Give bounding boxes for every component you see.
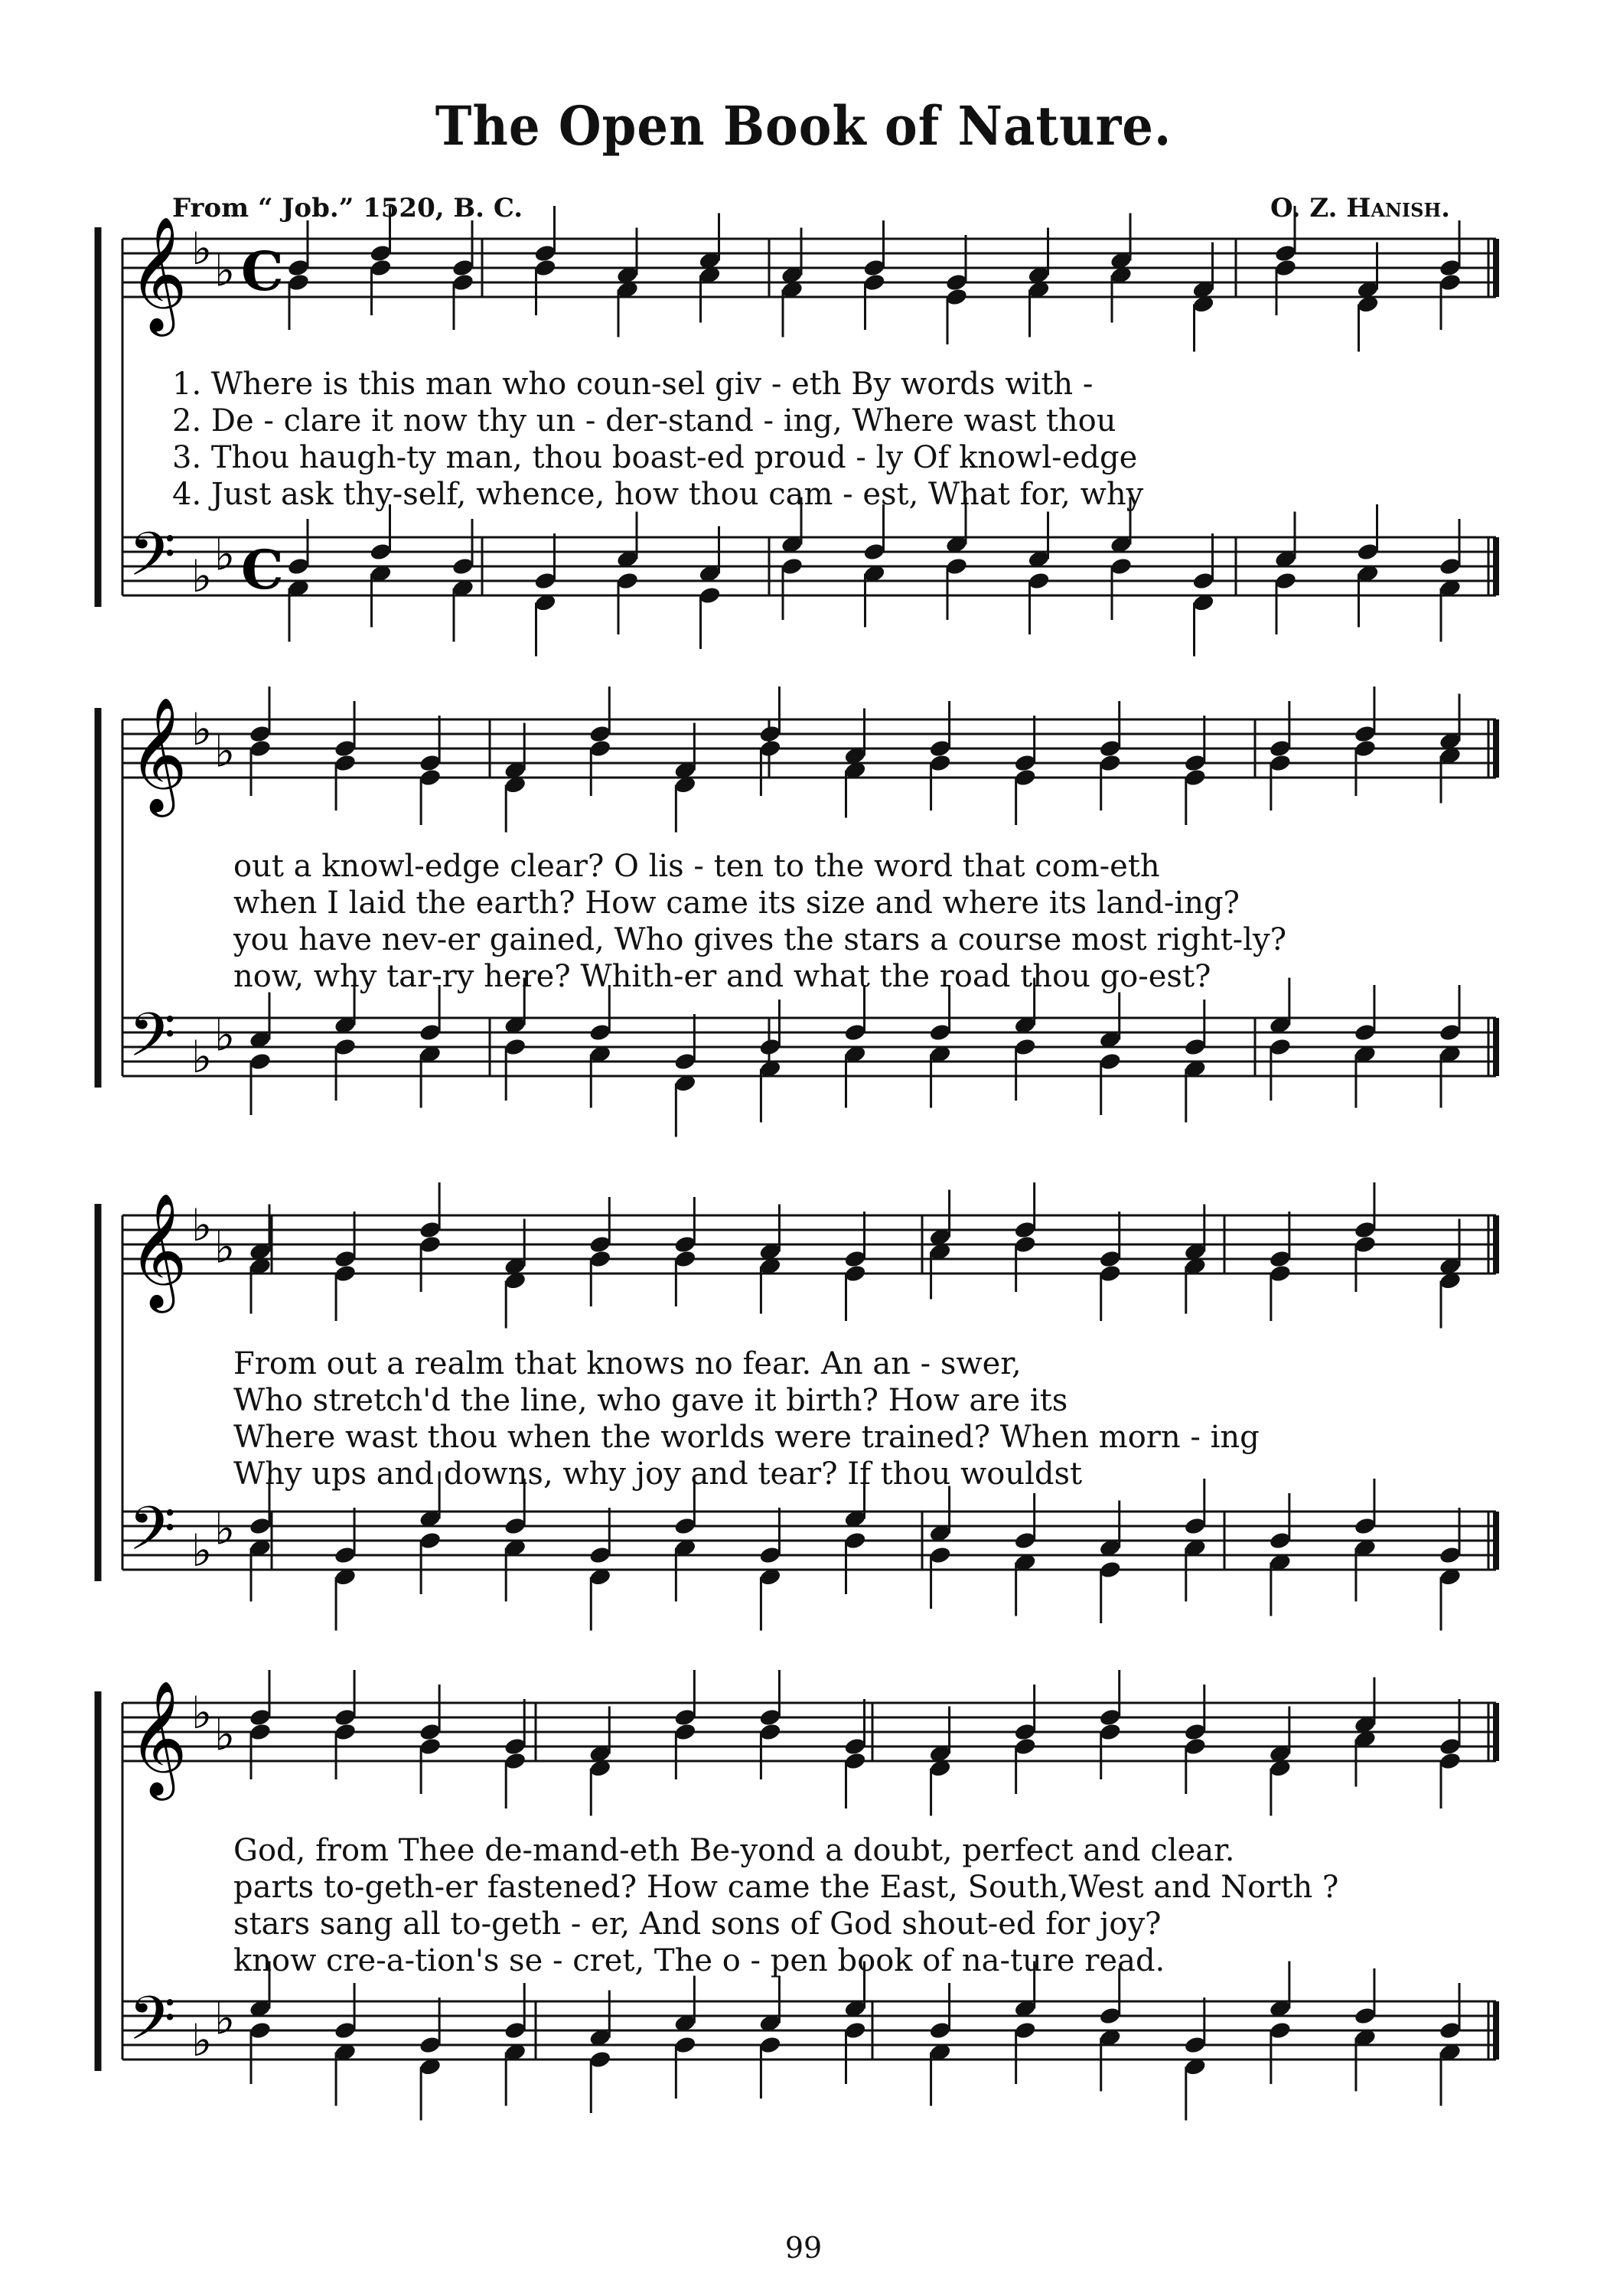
flat-icon: ♭ bbox=[191, 1031, 213, 1083]
treble-clef-icon: 𝄞 bbox=[129, 215, 187, 331]
lyric-line: 2. De - clare it now thy un - der-stand - ing, Where wast thou bbox=[172, 403, 1116, 439]
flat-icon: ♭ bbox=[214, 725, 236, 778]
hymn-title: The Open Book of Nature. bbox=[435, 95, 1172, 158]
lyric-line: Where wast thou when the worlds were trained? When morn - ing bbox=[233, 1420, 1260, 1455]
lyric-line: now, why tar-ry here? Whith-er and what the road thou go-est? bbox=[233, 959, 1211, 994]
common-time-icon: C bbox=[241, 538, 284, 602]
source-credit: From “ Job.” 1520, B. C. bbox=[172, 193, 523, 223]
lyric-line: know cre-a-tion's se - cret, The o - pen book of na-ture read. bbox=[233, 1943, 1165, 1978]
bass-clef-icon: 𝄢 bbox=[129, 1000, 176, 1085]
treble-clef-icon: 𝄞 bbox=[129, 1192, 187, 1308]
common-time-icon: C bbox=[241, 240, 284, 303]
flat-icon: ♭ bbox=[191, 2014, 213, 2066]
flat-icon: ♭ bbox=[214, 1502, 236, 1555]
flat-icon: ♭ bbox=[214, 1221, 236, 1274]
flat-icon: ♭ bbox=[214, 1992, 236, 2045]
lyric-line: out a knowl-edge clear? O lis - ten to the word that com-eth bbox=[233, 849, 1160, 884]
flat-icon: ♭ bbox=[191, 223, 213, 275]
flat-icon: ♭ bbox=[191, 1199, 213, 1251]
flat-icon: ♭ bbox=[191, 550, 213, 602]
treble-clef-icon: 𝄞 bbox=[129, 1679, 187, 1795]
flat-icon: ♭ bbox=[214, 244, 236, 297]
lyric-line: 3. Thou haugh-ty man, thou boast-ed proud - ly Of knowl-edge bbox=[172, 440, 1138, 475]
lyric-line: God, from Thee de-mand-eth Be-yond a doubt, perfect and clear. bbox=[233, 1833, 1235, 1868]
flat-icon: ♭ bbox=[191, 703, 213, 755]
lyric-line: you have nev-er gained, Who gives the stars a course most right-ly? bbox=[233, 922, 1287, 957]
composer-credit: O. Z. Hanish. bbox=[1270, 193, 1450, 223]
lyric-line: parts to-geth-er fastened? How came the East, South,West and North ? bbox=[233, 1870, 1339, 1905]
lyric-line: when I laid the earth? How came its size and where its land-ing? bbox=[233, 885, 1240, 921]
lyric-line: 1. Where is this man who coun-sel giv - eth By words with - bbox=[172, 367, 1094, 402]
lyric-line: From out a realm that knows no fear. An an - swer, bbox=[233, 1346, 1022, 1381]
flat-icon: ♭ bbox=[214, 528, 236, 581]
treble-clef-icon: 𝄞 bbox=[129, 696, 187, 812]
lyric-line: Why ups and downs, why joy and tear? If thou wouldst bbox=[233, 1456, 1083, 1492]
bass-clef-icon: 𝄢 bbox=[129, 1983, 176, 2069]
bass-clef-icon: 𝄢 bbox=[129, 519, 176, 605]
page-number: 99 bbox=[784, 2231, 823, 2265]
lyric-line: Who stretch'd the line, who gave it birth? How are its bbox=[233, 1383, 1068, 1418]
bass-clef-icon: 𝄢 bbox=[129, 1493, 176, 1579]
flat-icon: ♭ bbox=[191, 1525, 213, 1577]
flat-icon: ♭ bbox=[214, 1708, 236, 1761]
flat-icon: ♭ bbox=[214, 1009, 236, 1062]
lyric-line: stars sang all to-geth - er, And sons of God shout-ed for joy? bbox=[233, 1906, 1162, 1942]
flat-icon: ♭ bbox=[191, 1687, 213, 1739]
lyric-line: 4. Just ask thy-self, whence, how thou cam - est, What for, why bbox=[172, 477, 1144, 512]
